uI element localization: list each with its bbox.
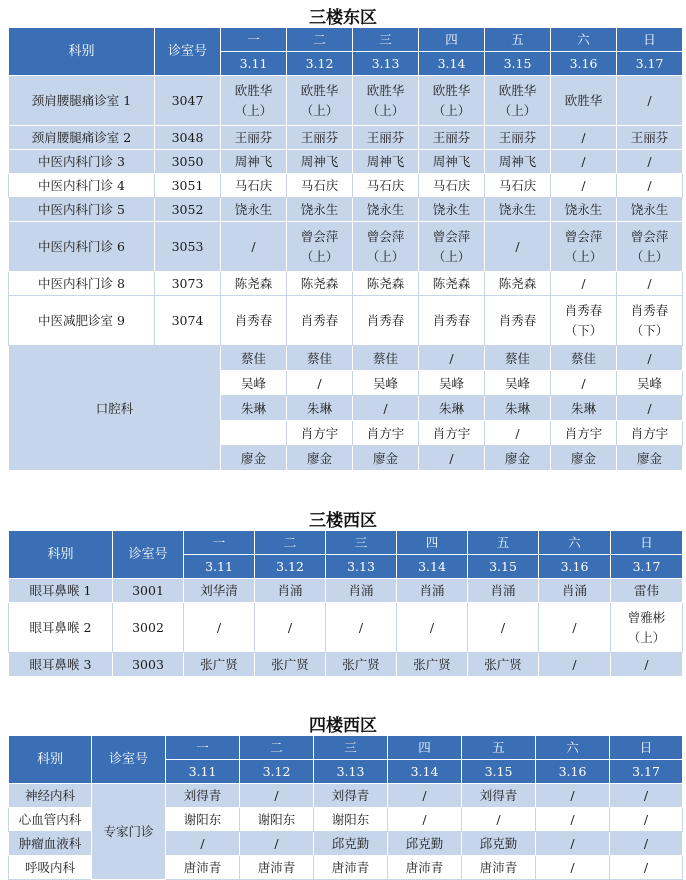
column-header-weekday: 二 — [240, 736, 314, 760]
schedule-cell: 马石庆 — [221, 174, 287, 198]
schedule-cell: 肖秀春 — [287, 296, 353, 346]
schedule-cell: 马石庆 — [287, 174, 353, 198]
cell-line: （上） — [432, 102, 471, 118]
cell-line: 曾会萍 — [432, 228, 471, 244]
column-header-dept: 科别 — [9, 736, 92, 784]
schedule-cell: 肖涌 — [255, 579, 326, 603]
schedule-cell: 张广贤 — [255, 653, 326, 677]
schedule-cell: 唐沛青 — [314, 856, 388, 880]
schedule-cell: 王丽芬 — [617, 126, 683, 150]
column-header-date: 3.12 — [287, 52, 353, 76]
table-row — [9, 150, 683, 174]
column-header-date: 3.12 — [255, 555, 326, 579]
cell-line: （上） — [300, 102, 339, 118]
schedule-cell: 廖金 — [551, 446, 617, 471]
column-header-weekday: 一 — [221, 28, 287, 52]
dept-cell: 呼吸内科 — [9, 856, 92, 880]
column-header-date: 3.17 — [611, 555, 683, 579]
column-header-dept: 科别 — [9, 28, 155, 76]
column-header-date: 3.13 — [326, 555, 397, 579]
schedule-cell: 周神飞 — [221, 150, 287, 174]
schedule-cell: / — [536, 832, 610, 856]
room-cell: 3047 — [155, 76, 221, 126]
schedule-cell: 唐沛青 — [388, 856, 462, 880]
schedule-cell — [617, 222, 683, 272]
schedule-cell: 蔡佳 — [551, 346, 617, 371]
schedule-cell: 肖方宇 — [287, 421, 353, 446]
schedule-cell: 王丽芬 — [287, 126, 353, 150]
column-header-weekday: 六 — [551, 28, 617, 52]
cell-line: （上） — [630, 248, 669, 264]
dept-cell: 中医内科门诊 5 — [9, 198, 155, 222]
schedule-cell: 马石庆 — [353, 174, 419, 198]
schedule-cell: 王丽芬 — [485, 126, 551, 150]
column-header-weekday: 三 — [314, 736, 388, 760]
room-cell: 3053 — [155, 222, 221, 272]
cell-line: （下） — [564, 322, 603, 338]
cell-line: （下） — [630, 322, 669, 338]
schedule-cell: 肖涌 — [397, 579, 468, 603]
dept-cell: 神经内科 — [9, 784, 92, 808]
schedule-cell: 刘得青 — [314, 784, 388, 808]
schedule-cell: 吴峰 — [221, 371, 287, 396]
schedule-cell: 陈尧森 — [485, 272, 551, 296]
schedule-cell: / — [397, 603, 468, 653]
schedule-cell: / — [221, 222, 287, 272]
schedule-cell: / — [617, 76, 683, 126]
schedule-cell: 张广贤 — [397, 653, 468, 677]
schedule-cell — [419, 222, 485, 272]
schedule-cell: / — [184, 603, 255, 653]
schedule-cell: 廖金 — [287, 446, 353, 471]
cell-line: 欧胜华 — [498, 82, 537, 98]
schedule-cell: 张广贤 — [326, 653, 397, 677]
dept-cell: 心血管内科 — [9, 808, 92, 832]
cell-line: 曾雅彬 — [627, 609, 666, 625]
room-cell: 3050 — [155, 150, 221, 174]
schedule-cell: 饶永生 — [617, 198, 683, 222]
schedule-cell: / — [551, 174, 617, 198]
schedule-cell: / — [419, 446, 485, 471]
schedule-cell: 廖金 — [353, 446, 419, 471]
schedule-cell: 王丽芬 — [221, 126, 287, 150]
schedule-cell — [419, 76, 485, 126]
schedule-cell: 肖方宇 — [353, 421, 419, 446]
column-header-date: 3.17 — [610, 760, 683, 784]
schedule-cell: 蔡佳 — [221, 346, 287, 371]
schedule-cell: 朱琳 — [485, 396, 551, 421]
schedule-cell: / — [551, 272, 617, 296]
column-header-weekday: 日 — [610, 736, 683, 760]
schedule-cell: / — [166, 832, 240, 856]
schedule-cell: 饶永生 — [287, 198, 353, 222]
schedule-cell: / — [610, 808, 683, 832]
cell-line: （上） — [366, 102, 405, 118]
schedule-cell: / — [539, 653, 611, 677]
table-row — [9, 784, 683, 808]
column-header-weekday: 四 — [397, 531, 468, 555]
schedule-cell: 肖方宇 — [617, 421, 683, 446]
dept-cell: 中医内科门诊 6 — [9, 222, 155, 272]
schedule-cell: / — [419, 346, 485, 371]
schedule-cell — [617, 296, 683, 346]
column-header-date: 3.13 — [353, 52, 419, 76]
schedule-cell: / — [617, 150, 683, 174]
schedule-cell: / — [610, 784, 683, 808]
schedule-cell: / — [617, 272, 683, 296]
schedule-cell: / — [326, 603, 397, 653]
schedule-cell: / — [255, 603, 326, 653]
schedule-cell: 饶永生 — [353, 198, 419, 222]
column-header-weekday: 二 — [287, 28, 353, 52]
column-header-date: 3.14 — [397, 555, 468, 579]
column-header-date: 3.16 — [551, 52, 617, 76]
column-header-weekday: 六 — [539, 531, 611, 555]
schedule-cell: 吴峰 — [419, 371, 485, 396]
schedule-cell: 陈尧森 — [221, 272, 287, 296]
cell-line: 欧胜华 — [366, 82, 405, 98]
schedule-cell — [353, 76, 419, 126]
schedule-cell: 邱克勤 — [462, 832, 536, 856]
schedule-cell: / — [485, 222, 551, 272]
table-row — [9, 222, 683, 272]
schedule-cell: 刘得青 — [462, 784, 536, 808]
schedule-cell: 肖秀春 — [353, 296, 419, 346]
schedule-cell: 谢阳东 — [166, 808, 240, 832]
schedule-cell — [485, 76, 551, 126]
table-row — [9, 579, 683, 603]
schedule-cell: / — [388, 808, 462, 832]
schedule-cell: 朱琳 — [221, 396, 287, 421]
room-cell: 3073 — [155, 272, 221, 296]
cell-line: 曾会萍 — [630, 228, 669, 244]
column-header-weekday: 五 — [462, 736, 536, 760]
schedule-cell: 陈尧森 — [353, 272, 419, 296]
column-header-date: 3.11 — [184, 555, 255, 579]
schedule-cell: / — [617, 346, 683, 371]
column-header-date: 3.15 — [462, 760, 536, 784]
dept-cell: 中医内科门诊 8 — [9, 272, 155, 296]
dept-cell: 中医内科门诊 4 — [9, 174, 155, 198]
column-header-date: 3.11 — [221, 52, 287, 76]
room-cell: 3001 — [113, 579, 184, 603]
column-header-weekday: 二 — [255, 531, 326, 555]
schedule-cell: / — [536, 856, 610, 880]
schedule-cell: 唐沛青 — [240, 856, 314, 880]
column-header-weekday: 六 — [536, 736, 610, 760]
schedule-cell: 吴峰 — [485, 371, 551, 396]
schedule-cell: 马石庆 — [419, 174, 485, 198]
schedule-cell: 廖金 — [221, 446, 287, 471]
schedule-cell: / — [485, 421, 551, 446]
table-row — [9, 76, 683, 126]
schedule-cell: 肖涌 — [326, 579, 397, 603]
dept-cell: 颈肩腰腿痛诊室 1 — [9, 76, 155, 126]
section-title-west4: 四楼西区 — [309, 716, 377, 736]
cell-line: 欧胜华 — [432, 82, 471, 98]
schedule-cell: 蔡佳 — [287, 346, 353, 371]
schedule-cell: 周神飞 — [287, 150, 353, 174]
schedule-cell: 张广贤 — [184, 653, 255, 677]
table-row — [9, 346, 683, 371]
table-row — [9, 296, 683, 346]
room-cell: 3052 — [155, 198, 221, 222]
schedule-cell: / — [462, 808, 536, 832]
table-row — [9, 198, 683, 222]
dept-cell: 肿瘤血液科 — [9, 832, 92, 856]
column-header-weekday: 日 — [617, 28, 683, 52]
schedule-cell: / — [617, 174, 683, 198]
cell-line: 欧胜华 — [234, 82, 273, 98]
table-row — [9, 126, 683, 150]
schedule-cell — [551, 222, 617, 272]
dept-cell: 眼耳鼻喉 3 — [9, 653, 113, 677]
column-header-weekday: 一 — [184, 531, 255, 555]
room-cell: 3051 — [155, 174, 221, 198]
schedule-table-west4 — [8, 735, 683, 880]
cell-line: 曾会萍 — [300, 228, 339, 244]
column-header-weekday: 四 — [419, 28, 485, 52]
schedule-cell — [353, 222, 419, 272]
schedule-cell: 周神飞 — [419, 150, 485, 174]
schedule-cell — [551, 296, 617, 346]
column-header-weekday: 四 — [388, 736, 462, 760]
schedule-cell — [221, 76, 287, 126]
schedule-cell: 谢阳东 — [314, 808, 388, 832]
schedule-cell: 王丽芬 — [353, 126, 419, 150]
schedule-cell: 唐沛青 — [166, 856, 240, 880]
column-header-date: 3.13 — [314, 760, 388, 784]
column-header-weekday: 一 — [166, 736, 240, 760]
schedule-cell: 肖方宇 — [419, 421, 485, 446]
schedule-cell: / — [551, 126, 617, 150]
section-title-west3: 三楼西区 — [309, 511, 377, 531]
schedule-cell: 肖方宇 — [551, 421, 617, 446]
column-header-date: 3.12 — [240, 760, 314, 784]
dept-cell: 中医减肥诊室 9 — [9, 296, 155, 346]
cell-line: （上） — [234, 102, 273, 118]
schedule-cell: 饶永生 — [419, 198, 485, 222]
room-cell: 3048 — [155, 126, 221, 150]
column-header-room: 诊室号 — [155, 28, 221, 76]
schedule-cell: 张广贤 — [468, 653, 539, 677]
dept-cell: 眼耳鼻喉 2 — [9, 603, 113, 653]
schedule-cell: 吴峰 — [617, 371, 683, 396]
schedule-cell: 谢阳东 — [240, 808, 314, 832]
column-header-dept: 科别 — [9, 531, 113, 579]
schedule-cell: 朱琳 — [551, 396, 617, 421]
dept-cell: 眼耳鼻喉 1 — [9, 579, 113, 603]
schedule-cell: / — [536, 808, 610, 832]
schedule-cell — [611, 603, 683, 653]
cell-line: （上） — [564, 248, 603, 264]
schedule-cell: 肖涌 — [539, 579, 611, 603]
schedule-cell: / — [536, 784, 610, 808]
cell-line: （上） — [498, 102, 537, 118]
cell-line: 曾会萍 — [366, 228, 405, 244]
table-row — [9, 653, 683, 677]
column-header-weekday: 五 — [485, 28, 551, 52]
schedule-cell: 吴峰 — [353, 371, 419, 396]
dept-cell: 颈肩腰腿痛诊室 2 — [9, 126, 155, 150]
schedule-cell: 朱琳 — [419, 396, 485, 421]
schedule-cell: 蔡佳 — [353, 346, 419, 371]
schedule-cell: / — [617, 396, 683, 421]
schedule-cell: 马石庆 — [485, 174, 551, 198]
schedule-cell: 廖金 — [485, 446, 551, 471]
schedule-cell: 饶永生 — [485, 198, 551, 222]
schedule-cell: 邱克勤 — [314, 832, 388, 856]
column-header-date: 3.16 — [536, 760, 610, 784]
schedule-cell: 饶永生 — [551, 198, 617, 222]
column-header-weekday: 三 — [353, 28, 419, 52]
cell-line: （上） — [366, 248, 405, 264]
cell-line: 曾会萍 — [564, 228, 603, 244]
schedule-cell: / — [539, 603, 611, 653]
schedule-cell: 雷伟 — [611, 579, 683, 603]
cell-line: 肖秀春 — [564, 302, 603, 318]
schedule-cell: 欧胜华 — [551, 76, 617, 126]
room-cell: 专家门诊 — [92, 784, 166, 880]
schedule-cell — [287, 76, 353, 126]
table-row — [9, 603, 683, 653]
room-cell: 3003 — [113, 653, 184, 677]
column-header-room: 诊室号 — [113, 531, 184, 579]
schedule-cell: 陈尧森 — [419, 272, 485, 296]
schedule-cell: / — [240, 784, 314, 808]
cell-line: （上） — [300, 248, 339, 264]
schedule-cell: / — [468, 603, 539, 653]
schedule-cell: 唐沛青 — [462, 856, 536, 880]
room-cell: 3074 — [155, 296, 221, 346]
dept-cell: 中医内科门诊 3 — [9, 150, 155, 174]
table-row — [9, 174, 683, 198]
column-header-date: 3.14 — [419, 52, 485, 76]
schedule-cell: 饶永生 — [221, 198, 287, 222]
schedule-cell: 刘华清 — [184, 579, 255, 603]
schedule-cell: 肖秀春 — [419, 296, 485, 346]
column-header-weekday: 五 — [468, 531, 539, 555]
schedule-cell: / — [551, 150, 617, 174]
room-cell: 3002 — [113, 603, 184, 653]
schedule-cell: / — [551, 371, 617, 396]
column-header-date: 3.17 — [617, 52, 683, 76]
column-header-date: 3.11 — [166, 760, 240, 784]
cell-line: （上） — [432, 248, 471, 264]
schedule-cell: 肖秀春 — [485, 296, 551, 346]
schedule-cell: / — [287, 371, 353, 396]
column-header-weekday: 日 — [611, 531, 683, 555]
schedule-cell: 王丽芬 — [419, 126, 485, 150]
schedule-cell: 朱琳 — [287, 396, 353, 421]
schedule-cell: / — [353, 396, 419, 421]
schedule-cell: / — [610, 856, 683, 880]
schedule-cell: 陈尧森 — [287, 272, 353, 296]
table-row — [9, 272, 683, 296]
column-header-date: 3.16 — [539, 555, 611, 579]
schedule-cell: 邱克勤 — [388, 832, 462, 856]
schedule-cell: 周神飞 — [353, 150, 419, 174]
schedule-cell: 肖涌 — [468, 579, 539, 603]
cell-line: 肖秀春 — [630, 302, 669, 318]
column-header-date: 3.14 — [388, 760, 462, 784]
schedule-cell: 蔡佳 — [485, 346, 551, 371]
dept-cell: 口腔科 — [9, 346, 221, 471]
section-title-east3: 三楼东区 — [309, 8, 377, 28]
schedule-cell: 周神飞 — [485, 150, 551, 174]
schedule-cell: / — [610, 832, 683, 856]
cell-line: （上） — [627, 629, 666, 645]
column-header-date: 3.15 — [485, 52, 551, 76]
schedule-table-west3 — [8, 530, 683, 677]
column-header-room: 诊室号 — [92, 736, 166, 784]
schedule-cell — [221, 421, 287, 446]
schedule-cell — [287, 222, 353, 272]
schedule-cell: / — [240, 832, 314, 856]
schedule-cell: 刘得青 — [166, 784, 240, 808]
schedule-cell: / — [388, 784, 462, 808]
schedule-cell: / — [611, 653, 683, 677]
schedule-cell: 廖金 — [617, 446, 683, 471]
column-header-weekday: 三 — [326, 531, 397, 555]
schedule-table-east3 — [8, 27, 683, 471]
cell-line: 欧胜华 — [300, 82, 339, 98]
schedule-cell: 肖秀春 — [221, 296, 287, 346]
column-header-date: 3.15 — [468, 555, 539, 579]
